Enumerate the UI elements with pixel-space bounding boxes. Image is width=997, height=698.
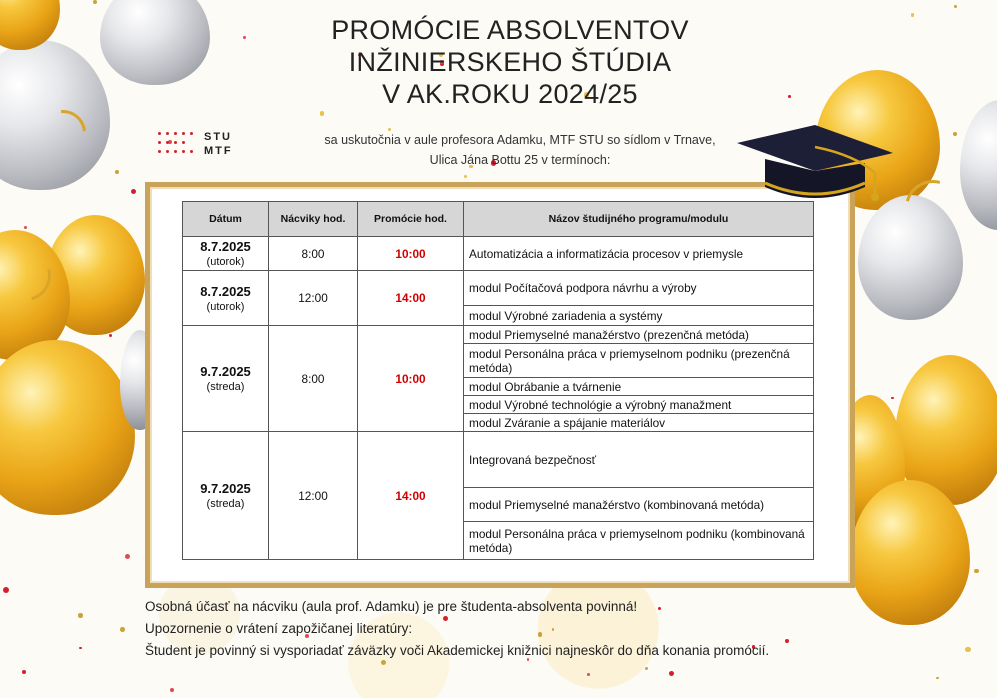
logo-dot [182,150,185,153]
table-row [183,326,814,344]
cell-program: modul Obrábanie a tvárnenie [464,378,814,396]
confetti-dot [120,627,125,632]
confetti-dot [788,95,791,98]
cell-rehearsal: 8:00 [269,326,358,432]
table-row [183,271,814,306]
confetti-dot [170,688,174,692]
confetti-dot [464,175,467,178]
date-value: 8.7.2025 [200,283,251,299]
title-line: V AK.ROKU 2024/25 [382,79,638,109]
logo-dot [190,132,193,135]
stu-mtf-logo [158,130,248,160]
cell-promotion: 10:00 [358,237,464,271]
logo-dot [190,150,193,153]
cell-program: modul Výrobné technológie a výrobný manažment [464,396,814,414]
logo-dot [174,132,177,135]
cell-program: Integrovaná bezpečnosť [464,432,814,488]
balloon-decoration [0,340,135,515]
cell-program: modul Personálna práca v priemyselnom podniku (prezenčná metóda) [464,344,814,378]
confetti-dot [243,36,246,39]
subtitle-line: Ulica Jána Bottu 25 v termínoch: [429,153,611,167]
notes [145,596,769,662]
table-header-row [183,202,814,237]
subtitle [260,130,780,170]
note-line: Upozornenie o vrátení zapožičanej literatúry: [145,621,413,636]
header-date: Dátum [183,202,269,237]
logo-dot [158,132,161,135]
cell-program: Automatizácia a informatizácia procesov v priemysle [464,237,814,271]
cell-rehearsal: 12:00 [269,271,358,326]
confetti-dot [109,334,113,338]
page-title [300,14,720,110]
cell-date [183,432,269,560]
confetti-dot [785,639,789,643]
cell-promotion: 10:00 [358,326,464,432]
note-line: Študent je povinný si vysporiadať záväzky voči Akademickej knižnici najneskôr do dňa konania promócií. [145,643,770,658]
confetti-dot [125,554,131,560]
logo-dot [182,141,185,144]
cell-date [183,326,269,432]
cell-program: modul Počítačová podpora návrhu a výroby [464,271,814,306]
confetti-dot [78,613,82,617]
header-program: Názov študijného programu/modulu [464,202,814,237]
note-line: Osobná účasť na nácviku (aula prof. Adamku) je pre študenta-absolventa povinná! [145,599,638,614]
confetti-dot [3,587,9,593]
logo-dot [166,141,169,144]
subtitle-line: sa uskutočnia v aule profesora Adamku, MTF STU so sídlom v Trnave, [324,133,716,147]
logo-dots-icon [158,132,198,158]
date-value: 9.7.2025 [200,481,251,496]
confetti-dot [115,170,119,174]
confetti-dot [22,670,26,674]
cell-date [183,237,269,271]
day-value: (utorok) [206,300,245,313]
cell-rehearsal: 8:00 [269,237,358,271]
date-value: 9.7.2025 [200,364,251,379]
confetti-dot [953,132,957,136]
cell-rehearsal: 12:00 [269,432,358,560]
day-value: (utorok) [206,256,245,268]
header-promotion: Promócie hod. [358,202,464,237]
confetti-dot [936,677,938,679]
confetti-dot [965,647,970,652]
day-value: (streda) [206,381,245,393]
logo-dot [158,150,161,153]
cell-promotion: 14:00 [358,432,464,560]
date-value: 8.7.2025 [200,239,251,254]
logo-dot [174,141,177,144]
confetti-dot [911,13,914,16]
confetti-dot [954,5,957,8]
graduation-cap-icon [735,125,895,205]
cell-program: modul Zváranie a spájanie materiálov [464,414,814,432]
cell-program: modul Priemyselné manažérstvo (kombinovaná metóda) [464,488,814,522]
logo-dot [158,141,161,144]
logo-dot [182,132,185,135]
balloon-decoration [960,100,997,230]
confetti-dot [669,671,674,676]
confetti-dot [131,189,136,194]
logo-dot [166,132,169,135]
confetti-dot [93,0,97,4]
title-line: INŽINIERSKEHO ŠTÚDIA [348,47,672,77]
cell-program: modul Priemyselné manažérstvo (prezenčná metóda) [464,326,814,344]
logo-text [204,130,233,158]
logo-line: STU [204,131,232,143]
header-rehearsal: Nácviky hod. [269,202,358,237]
confetti-dot [587,673,590,676]
logo-dot [166,150,169,153]
confetti-dot [320,111,324,115]
cell-program: modul Výrobné zariadenia a systémy [464,306,814,326]
confetti-dot [24,226,27,229]
cell-promotion: 14:00 [358,271,464,326]
confetti-dot [79,647,82,650]
schedule-table [182,201,814,560]
confetti-dot [974,569,978,573]
day-value: (streda) [206,498,245,510]
confetti-dot [891,397,893,399]
table-row [183,237,814,271]
cell-date [183,271,269,326]
balloon-decoration [100,0,210,85]
logo-line: MTF [204,145,233,157]
title-line: PROMÓCIE ABSOLVENTOV [331,15,689,45]
confetti-dot [645,667,648,670]
logo-dot [174,150,177,153]
cell-program: modul Personálna práca v priemyselnom podniku (kombinovaná metóda) [464,522,814,560]
table-row [183,432,814,488]
